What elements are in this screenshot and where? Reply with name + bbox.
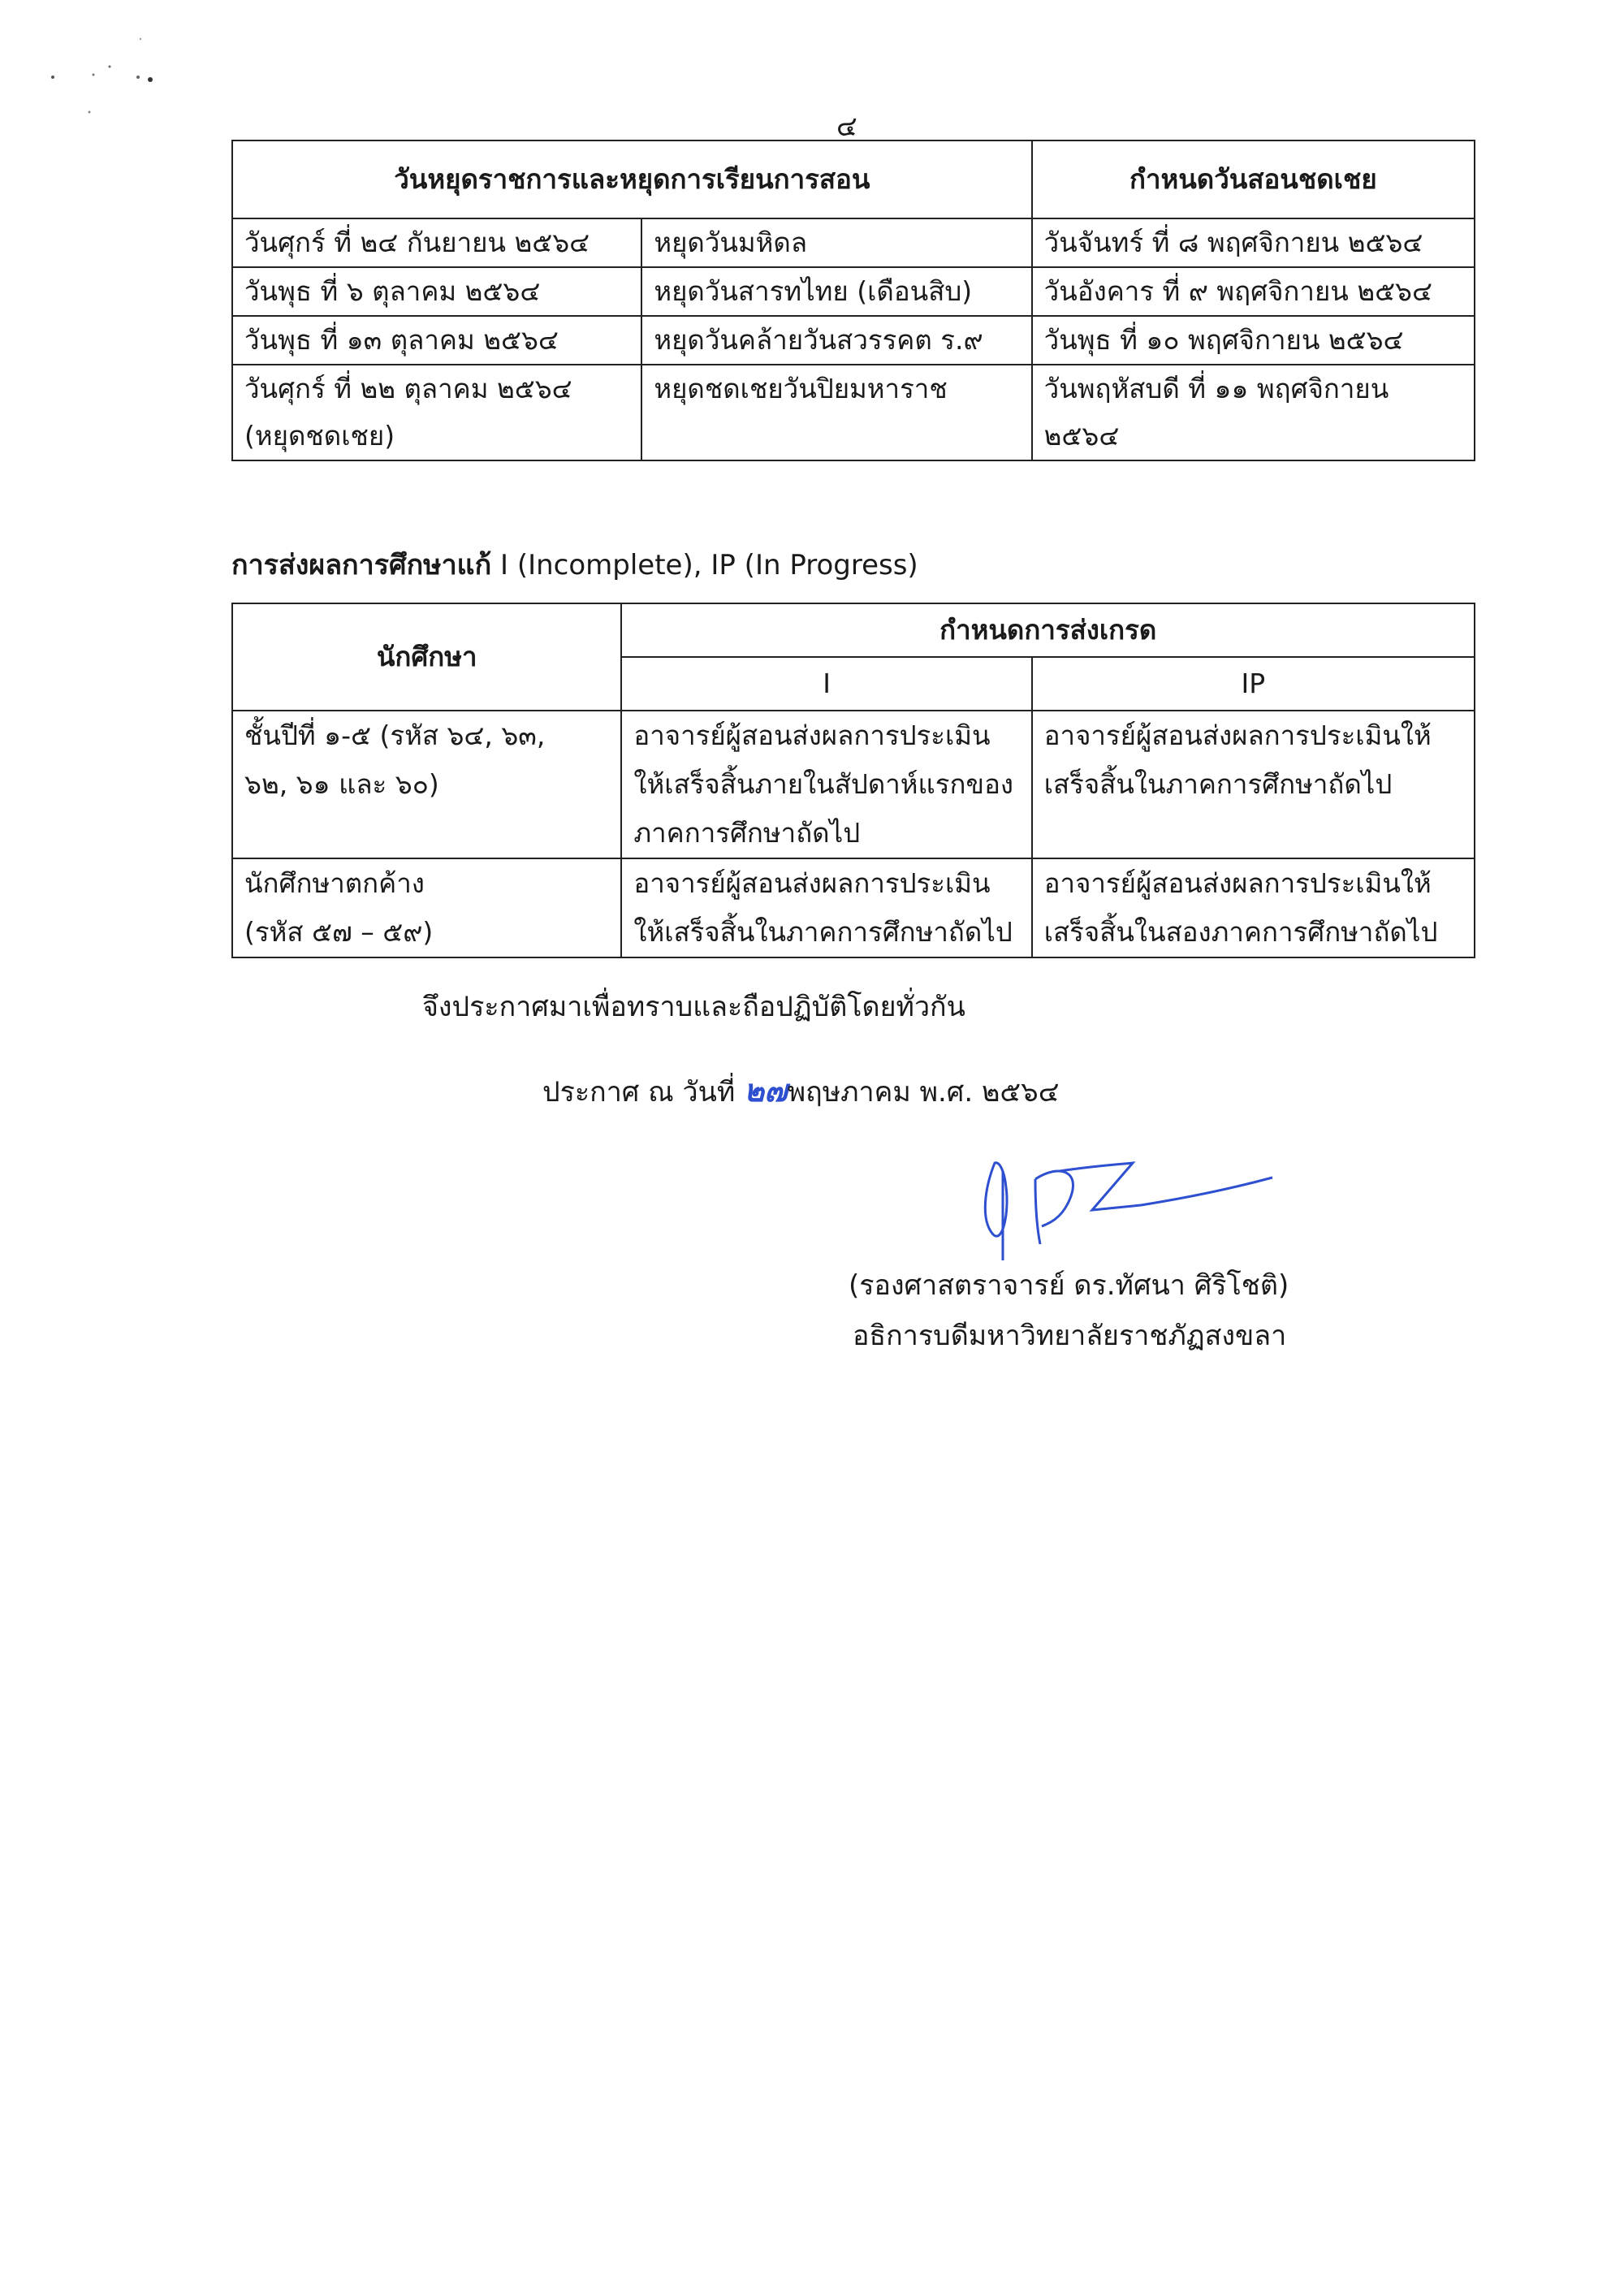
ip-deadline-cell	[1032, 711, 1475, 858]
holiday-date: วันพุธ ที่ ๖ ตุลาคม ๒๕๖๔	[232, 267, 641, 316]
grade-heading-th: การส่งผลการศึกษาแก้	[231, 549, 492, 581]
grade-heading-en: I (Incomplete), IP (In Progress)	[491, 549, 918, 581]
closing-statement: จึงประกาศมาเพื่อทราบและถือปฏิบัติโดยทั่วกัน	[422, 991, 965, 1023]
makeup-date: วันพฤหัสบดี ที่ ๑๑ พฤศจิกายน	[1043, 373, 1389, 404]
grade-table-header	[232, 603, 1475, 657]
makeup-date: วันจันทร์ ที่ ๘ พฤศจิกายน ๒๕๖๔	[1032, 218, 1475, 267]
page-number: ๔	[836, 110, 857, 143]
handwritten-day: ๒๗	[744, 1073, 788, 1109]
student-cell	[232, 858, 621, 957]
table-row	[232, 858, 1475, 957]
i-line: อาจารย์ผู้สอนส่งผลการประเมิน	[633, 867, 991, 899]
scan-specks	[45, 32, 175, 114]
holiday-date: วันพุธ ที่ ๑๓ ตุลาคม ๒๕๖๔	[232, 316, 641, 365]
student-line: ชั้นปีที่ ๑-๕ (รหัส ๖๔, ๖๓,	[244, 720, 546, 751]
table-row	[232, 267, 1475, 316]
header-i: I	[621, 657, 1031, 711]
announcement-prefix: ประกาศ ณ วันที่	[542, 1076, 745, 1109]
holiday-table-header	[232, 140, 1475, 218]
header-ip: IP	[1032, 657, 1475, 711]
makeup-year: ๒๕๖๔	[1043, 420, 1120, 452]
ip-line: เสร็จสิ้นในสองภาคการศึกษาถัดไป	[1043, 916, 1438, 948]
makeup-date: วันพุธ ที่ ๑๐ พฤศจิกายน ๒๕๖๔	[1032, 316, 1475, 365]
ip-line: เสร็จสิ้นในภาคการศึกษาถัดไป	[1043, 768, 1393, 800]
student-line: ๖๒, ๖๑ และ ๖๐)	[244, 768, 439, 800]
holiday-reason: หยุดวันมหิดล	[641, 218, 1031, 267]
handwritten-signature	[970, 1147, 1279, 1260]
student-line: นักศึกษาตกค้าง	[244, 867, 425, 899]
grade-section-heading	[231, 542, 918, 586]
ip-line: อาจารย์ผู้สอนส่งผลการประเมินให้	[1043, 867, 1432, 899]
i-deadline-cell	[621, 711, 1031, 858]
student-cell	[232, 711, 621, 858]
i-deadline-cell	[621, 858, 1031, 957]
ip-deadline-cell	[1032, 858, 1475, 957]
i-line: อาจารย์ผู้สอนส่งผลการประเมิน	[633, 720, 991, 751]
ip-line: อาจารย์ผู้สอนส่งผลการประเมินให้	[1043, 720, 1432, 751]
holiday-date: วันศุกร์ ที่ ๒๔ กันยายน ๒๕๖๔	[232, 218, 641, 267]
signer-name: (รองศาสตราจารย์ ดร.ทัศนา ศิริโชติ)	[849, 1269, 1289, 1302]
holiday-header-right: กำหนดวันสอนชดเชย	[1032, 140, 1475, 218]
signer-title: อธิการบดีมหาวิทยาลัยราชภัฏสงขลา	[853, 1320, 1287, 1352]
holiday-date: วันศุกร์ ที่ ๒๒ ตุลาคม ๒๕๖๔	[244, 373, 572, 404]
table-row	[232, 365, 1475, 460]
student-line: (รหัส ๕๗ – ๕๙)	[244, 916, 434, 948]
i-line: ให้เสร็จสิ้นในภาคการศึกษาถัดไป	[633, 916, 1013, 948]
holiday-reason: หยุดวันสารทไทย (เดือนสิบ)	[641, 267, 1031, 316]
header-student: นักศึกษา	[232, 603, 621, 711]
announcement-suffix: พฤษภาคม พ.ศ. ๒๕๖๔	[787, 1076, 1060, 1109]
holiday-reason: หยุดชดเชยวันปิยมหาราช	[641, 365, 1031, 460]
table-row	[232, 218, 1475, 267]
holiday-date-cell	[232, 365, 641, 460]
i-line: ภาคการศึกษาถัดไป	[633, 817, 861, 849]
announcement-date	[542, 1065, 1059, 1115]
i-line: ให้เสร็จสิ้นภายในสัปดาห์แรกของ	[633, 768, 1013, 800]
holiday-header-left: วันหยุดราชการและหยุดการเรียนการสอน	[232, 140, 1032, 218]
header-deadline: กำหนดการส่งเกรด	[621, 603, 1475, 657]
makeup-date-cell	[1032, 365, 1475, 460]
table-row	[232, 316, 1475, 365]
grade-submission-table	[231, 603, 1475, 958]
holiday-table	[231, 140, 1475, 461]
table-row	[232, 711, 1475, 858]
holiday-date-note: (หยุดชดเชย)	[244, 420, 395, 452]
makeup-date: วันอังคาร ที่ ๙ พฤศจิกายน ๒๕๖๔	[1032, 267, 1475, 316]
holiday-reason: หยุดวันคล้ายวันสวรรคต ร.๙	[641, 316, 1031, 365]
